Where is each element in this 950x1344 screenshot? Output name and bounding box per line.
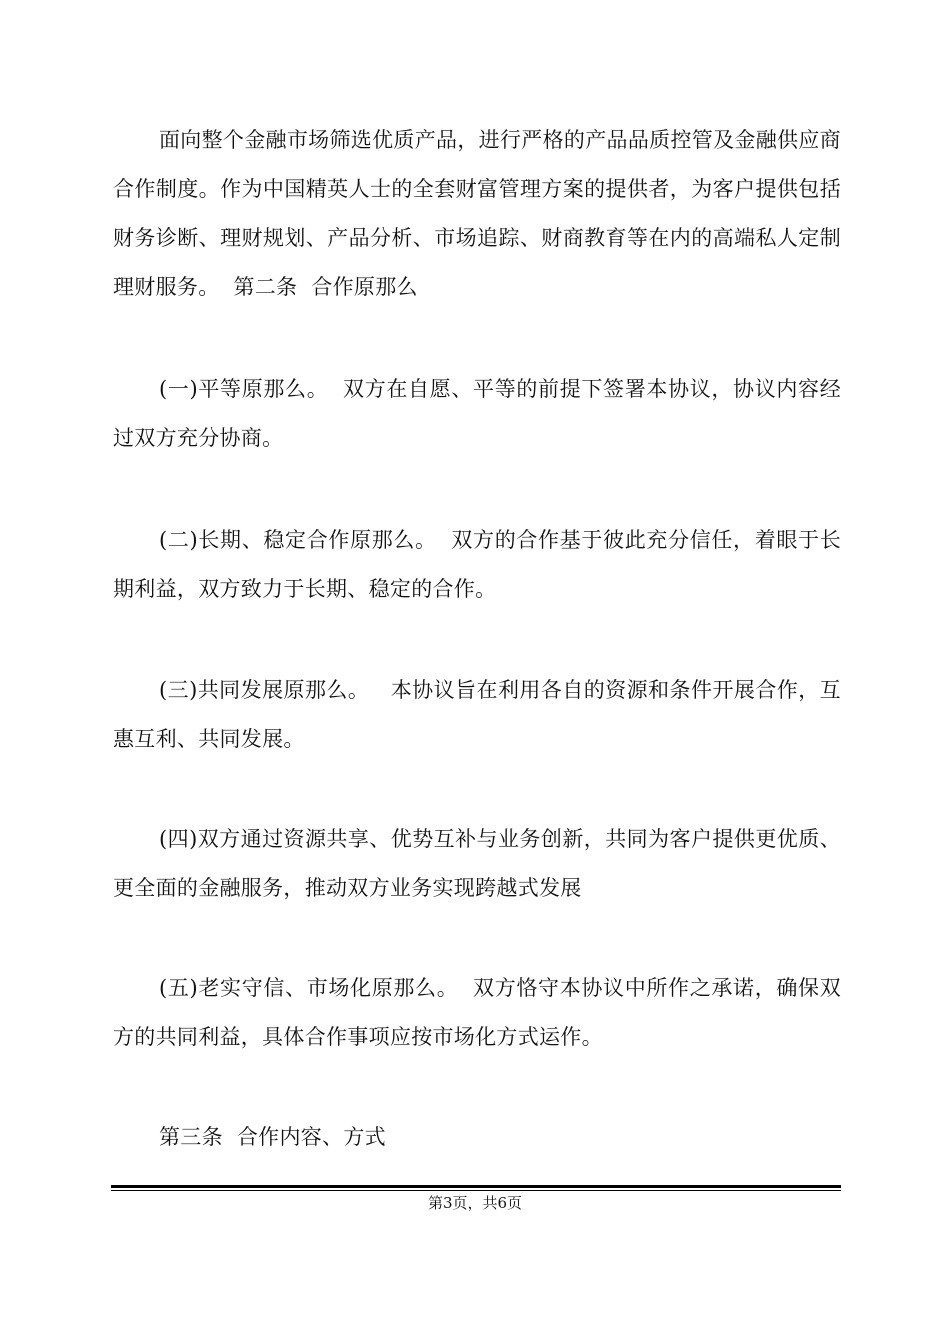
paragraph-honesty-principle: (五)老实守信、市场化原那么。 双方恪守本协议中所作之承诺，确保双方的共同利益，具体合作事项应按市场化方式运作。 xyxy=(113,976,841,1049)
paragraph-common-development-principle: (三)共同发展原那么。 本协议旨在利用各自的资源和条件开展合作，互惠互利、共同发展。 xyxy=(113,678,841,751)
footer-divider-thick xyxy=(111,1185,841,1188)
paragraph-intro: 面向整个金融市场筛选优质产品，进行严格的产品品质控管及金融供应商合作制度。作为中国精英人士的全套财富管理方案的提供者，为客户提供包括财务诊断、理财规划、产品分析、市场追踪、财商教育等在内的高端私人定制理财服务。 第二条 合作原那么 xyxy=(113,128,841,299)
paragraph-long-term-principle: (二)长期、稳定合作原那么。 双方的合作基于彼此充分信任，着眼于长期利益，双方致力于长期、稳定的合作。 xyxy=(113,528,841,601)
paragraph-resource-sharing: (四)双方通过资源共享、优势互补与业务创新，共同为客户提供更优质、更全面的金融服务，推动双方业务实现跨越式发展 xyxy=(113,827,841,900)
page-number: 第3页，共6页 xyxy=(427,1194,523,1212)
paragraph-equality-principle: (一)平等原那么。 双方在自愿、平等的前提下签署本协议，协议内容经过双方充分协商。 xyxy=(113,377,841,450)
footer-divider-thin xyxy=(111,1190,841,1191)
section-heading-article-three: 第三条 合作内容、方式 xyxy=(159,1125,386,1149)
